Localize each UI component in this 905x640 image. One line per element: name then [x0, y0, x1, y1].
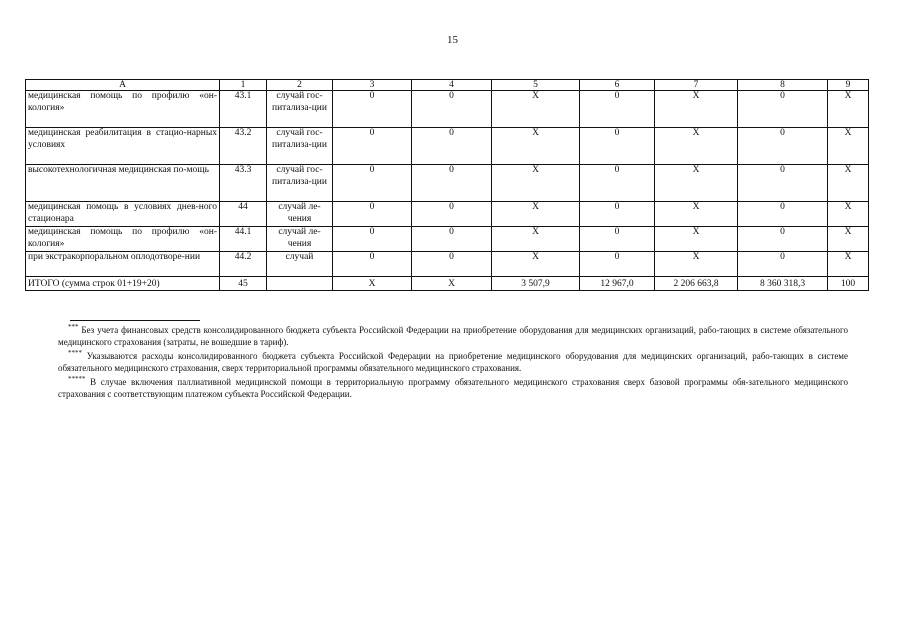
value-cell: 0 — [333, 128, 412, 165]
value-cell: 0 — [412, 227, 492, 252]
row-code-cell: 44.2 — [220, 252, 267, 277]
value-cell: Х — [655, 252, 738, 277]
total-code-cell: 45 — [220, 277, 267, 291]
total-value-cell: 3 507,9 — [492, 277, 580, 291]
total-unit-cell — [267, 277, 333, 291]
value-cell: Х — [828, 128, 869, 165]
total-value-cell: Х — [333, 277, 412, 291]
footnote-mark: ***** — [68, 375, 86, 383]
footnotes — [58, 322, 848, 400]
footnote-mark: **** — [68, 349, 82, 357]
value-cell: 0 — [580, 227, 655, 252]
row-code-cell: 43.1 — [220, 91, 267, 128]
column-header: 4 — [412, 80, 492, 91]
row-code-cell: 43.2 — [220, 128, 267, 165]
value-cell: 0 — [412, 165, 492, 202]
value-cell: 0 — [738, 165, 828, 202]
value-cell: 0 — [580, 91, 655, 128]
total-value-cell: 100 — [828, 277, 869, 291]
row-unit-cell: случай гос-питализа-ции — [267, 91, 333, 128]
table-row — [26, 165, 869, 202]
table-row — [26, 252, 869, 277]
table-row — [26, 202, 869, 227]
column-header: 3 — [333, 80, 412, 91]
total-value-cell: 8 360 318,3 — [738, 277, 828, 291]
row-name-cell: при экстракорпоральном оплодотворе-нии — [26, 252, 220, 277]
row-name-cell: высокотехнологичная медицинская по-мощь — [26, 165, 220, 202]
table-row — [26, 128, 869, 165]
row-name-cell: медицинская помощь в условиях днев-ного стационара — [26, 202, 220, 227]
table-header-row — [26, 80, 869, 91]
total-value-cell: 12 967,0 — [580, 277, 655, 291]
value-cell: 0 — [412, 128, 492, 165]
value-cell: 0 — [738, 128, 828, 165]
value-cell: Х — [492, 202, 580, 227]
column-header: А — [26, 80, 220, 91]
row-name-cell: медицинская помощь по профилю «он-кология» — [26, 91, 220, 128]
value-cell: 0 — [580, 202, 655, 227]
footnote-divider — [70, 320, 200, 321]
value-cell: 0 — [580, 252, 655, 277]
value-cell: 0 — [580, 128, 655, 165]
column-header: 6 — [580, 80, 655, 91]
value-cell: 0 — [412, 202, 492, 227]
value-cell: 0 — [738, 227, 828, 252]
value-cell: Х — [828, 227, 869, 252]
total-name-cell: ИТОГО (сумма строк 01+19+20) — [26, 277, 220, 291]
column-header: 5 — [492, 80, 580, 91]
value-cell: 0 — [580, 165, 655, 202]
column-header: 7 — [655, 80, 738, 91]
value-cell: 0 — [412, 252, 492, 277]
footnote — [58, 348, 848, 374]
footnote — [58, 374, 848, 400]
row-unit-cell: случай гос-питализа-ции — [267, 165, 333, 202]
row-code-cell: 44.1 — [220, 227, 267, 252]
row-code-cell: 43.3 — [220, 165, 267, 202]
value-cell: Х — [655, 227, 738, 252]
financing-table — [25, 79, 869, 291]
table-row — [26, 227, 869, 252]
value-cell: Х — [828, 165, 869, 202]
total-value-cell: 2 206 663,8 — [655, 277, 738, 291]
value-cell: Х — [655, 202, 738, 227]
value-cell: Х — [492, 227, 580, 252]
column-header: 1 — [220, 80, 267, 91]
value-cell: Х — [492, 165, 580, 202]
row-unit-cell: случай ле-чения — [267, 202, 333, 227]
footnote-text: Без учета финансовых средств консолидированного бюджета субъекта Российской Федерации на приобретение оборудования для медицинских организаций, рабо-тающих в системе обязательного медицинского страхования (затраты, не вошедшие в тариф). — [58, 325, 848, 347]
row-unit-cell: случай ле-чения — [267, 227, 333, 252]
column-header: 8 — [738, 80, 828, 91]
table-row — [26, 91, 869, 128]
column-header: 9 — [828, 80, 869, 91]
value-cell: 0 — [412, 91, 492, 128]
footnote-text: Указываются расходы консолидированного бюджета субъекта Российской Федерации на приобретение медицинского оборудования для медицинских организаций, рабо-тающих в системе обязательного медицинского страхования, сверх территориальной программы обязательного медицинского страхования. — [58, 351, 848, 373]
row-unit-cell: случай — [267, 252, 333, 277]
value-cell: 0 — [333, 202, 412, 227]
value-cell: 0 — [738, 91, 828, 128]
footnote-text: В случае включения паллиативной медицинской помощи в территориальную программу обязательного медицинского страхования сверх базовой программы обя-зательного медицинского страхования с соответствующим платежом субъекта Российской Федерации. — [58, 377, 848, 399]
value-cell: Х — [655, 128, 738, 165]
total-value-cell: Х — [412, 277, 492, 291]
value-cell: Х — [828, 252, 869, 277]
value-cell: 0 — [738, 202, 828, 227]
value-cell: 0 — [333, 165, 412, 202]
row-code-cell: 44 — [220, 202, 267, 227]
page-number: 15 — [447, 34, 458, 46]
value-cell: 0 — [738, 252, 828, 277]
value-cell: 0 — [333, 252, 412, 277]
value-cell: Х — [655, 165, 738, 202]
total-row — [26, 277, 869, 291]
footnote — [58, 322, 848, 348]
row-unit-cell: случай гос-питализа-ции — [267, 128, 333, 165]
value-cell: 0 — [333, 227, 412, 252]
footnote-mark: *** — [68, 323, 79, 331]
row-name-cell: медицинская реабилитация в стацио-нарных условиях — [26, 128, 220, 165]
value-cell: Х — [492, 128, 580, 165]
value-cell: Х — [828, 202, 869, 227]
value-cell: Х — [828, 91, 869, 128]
row-name-cell: медицинская помощь по профилю «он-кология» — [26, 227, 220, 252]
value-cell: Х — [655, 91, 738, 128]
value-cell: Х — [492, 252, 580, 277]
value-cell: Х — [492, 91, 580, 128]
column-header: 2 — [267, 80, 333, 91]
value-cell: 0 — [333, 91, 412, 128]
